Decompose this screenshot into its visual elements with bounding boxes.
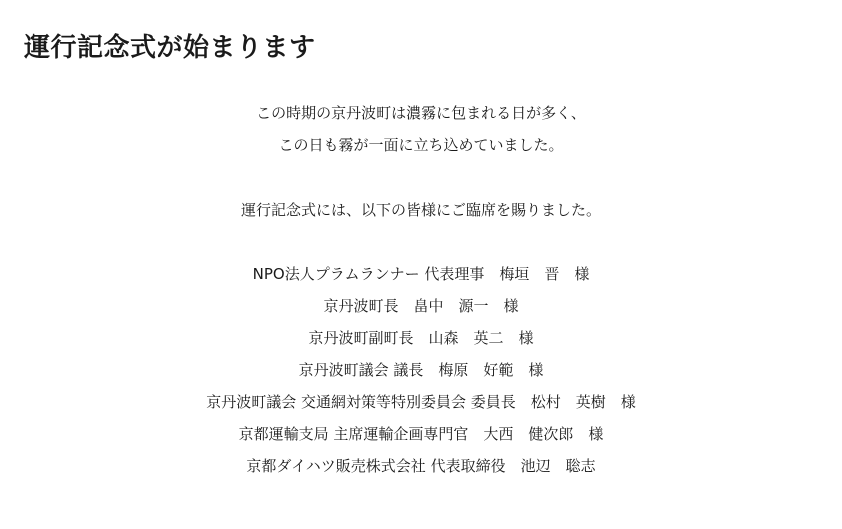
- guest-item: 京丹波町議会 議長 梅原 好範 様: [298, 361, 544, 379]
- guest-item: 京都運輸支局 主席運輸企画専門官 大西 健次郎 様: [238, 425, 604, 443]
- invite-line: 運行記念式には、以下の皆様にご臨席を賜りました。: [240, 201, 601, 219]
- guest-list: [0, 258, 842, 482]
- intro-line: この日も霧が一面に立ち込めていました。: [278, 136, 564, 154]
- guest-item: NPO法人プラムランナー 代表理事 梅垣 晋 様: [252, 265, 590, 283]
- guest-item: 京丹波町副町長 山森 英二 様: [308, 329, 534, 347]
- intro-paragraph: [0, 97, 842, 161]
- guest-item: 京都ダイハツ販売株式会社 代表取締役 池辺 聡志: [246, 457, 596, 475]
- invite-paragraph: [0, 194, 842, 226]
- page-title: 運行記念式が始まります: [24, 33, 316, 63]
- guest-item: 京丹波町長 畠中 源一 様: [323, 297, 519, 315]
- intro-line: この時期の京丹波町は濃霧に包まれる日が多く、: [256, 104, 586, 122]
- guest-item: 京丹波町議会 交通網対策等特別委員会 委員長 松村 英樹 様: [206, 393, 636, 411]
